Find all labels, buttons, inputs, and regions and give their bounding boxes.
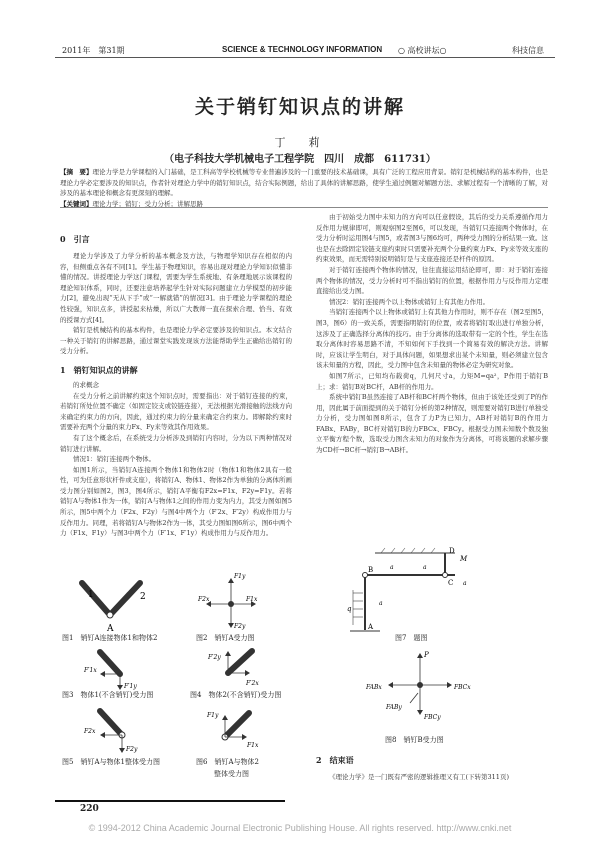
keywords-text: 理论力学；销钉；受力分析；讲解思路 — [92, 199, 203, 208]
figure4-bar — [228, 651, 252, 673]
figure2-diagram — [196, 570, 266, 635]
figure1-pin — [107, 612, 113, 618]
figure1-label-2: 2 — [140, 592, 146, 602]
figure7-pin-c — [443, 573, 448, 578]
figure3-label-f1x: F′1x — [84, 667, 97, 674]
right-column-top — [316, 212, 548, 456]
abstract-text: 理论力学是力学课程的入门基础，是工科高等学校机械等专业普遍涉及的一门重要的技术基础课，具有广泛的工程应用背景。销钉是机械结构的基本构件，也是理论力学必定要涉及的知识点，作者针对理论力学中的销钉知识点，结合实际例题，给出了具体的讲解思路，使学生通过例题对解题方法、求解过程有一个清晰的了解，对涉及的基本理论和概念有更深刻的理解。 — [60, 168, 549, 197]
page-number: 220 — [80, 804, 99, 814]
figure8-diagram — [360, 645, 480, 730]
figure8-label-fbcx: FBCx — [454, 684, 471, 691]
left-column-top — [60, 234, 292, 539]
abstract-label: 【摘 要】 — [60, 168, 93, 176]
figure7-caption: 图7 题图 — [395, 634, 428, 642]
figure5-arrowhead-x — [100, 732, 105, 738]
right-paragraph-2: 对于销钉连接两个物体的情况，往往直接运用结论即可，即：对于销钉连接两个物体的情况，受力分析时可不指出销钉的位置，根据作用力与反作用力定理直接给出受力图。 — [316, 265, 548, 296]
figure4-diagram — [200, 645, 275, 690]
figure7-dim-a3: a — [463, 580, 467, 587]
abstract-block — [60, 167, 548, 209]
figure7-dim-a2: a — [423, 564, 427, 571]
figure1-left-bar — [82, 583, 110, 615]
figure5-caption: 图5 销钉A与物体1整体受力图 — [62, 758, 160, 766]
figure1-diagram — [70, 575, 160, 635]
case1-label: 情况1：销钉连接两个物体。 — [73, 455, 156, 464]
figure7-dim-a1: a — [390, 564, 394, 571]
conclusion-block — [316, 755, 548, 783]
figure4-label-f2x: F′2x — [246, 680, 259, 687]
figure1-label-a: A — [107, 624, 114, 634]
abstract-rule — [60, 207, 548, 208]
figure4-arrowhead-y — [225, 651, 231, 656]
figure2-label-f1x: F1x — [246, 596, 258, 603]
figure7-label-b: B — [368, 566, 374, 574]
figure8-arrow-faby — [410, 693, 418, 703]
figure5-label-f2y: F2y — [126, 746, 138, 753]
figure7-distributed-load — [353, 590, 363, 625]
figure2-pin — [228, 601, 234, 607]
article-affiliation: （电子科技大学机械电子工程学院 四川 成都 611731） — [164, 154, 436, 165]
figure7-wall-hatch — [381, 548, 435, 553]
figure4-caption: 图4 物体2(不含销钉)受力图 — [190, 691, 282, 699]
figure4-arrowhead-x — [245, 670, 250, 676]
section1-sub: 的求概念 — [73, 380, 99, 389]
figure5-bar — [100, 711, 122, 735]
column-label: ○ 高校讲坛○ — [398, 46, 447, 55]
figure1-caption: 图1 销钉A连接物体1和物体2 — [62, 634, 158, 642]
figure3-bar — [100, 652, 120, 674]
figure8-arrowhead-fbcx — [447, 682, 452, 688]
figure8-arrowhead-fbcy — [417, 710, 423, 715]
header-rule — [55, 57, 555, 58]
figure8-label-fabx: FABx — [366, 684, 382, 691]
figure4-label-f2y: F′2y — [208, 654, 221, 661]
figure6-caption: 图6 销钉A与物体2 — [196, 758, 259, 766]
right-paragraph-5: 系统中销钉B虽然连接了AB杆和BC杆两个物体，但由于该处还受到了P的作用，因此属于前面提到的关于销钉分析的第2种情况，则需要对销钉B进行单独受力分析，受力图如图8所示，包含了力P为已知力，AB杆对销钉B的作用力FABx、FABy，BC杆对销钉B的力FBCx、FBCy。根据受力图未知数个数及独立平衡方程个数，选取受力图含未知力的对象作为分离体，可将该题的求解步骤为CD杆→BC杆→销钉B→AB杆。 — [316, 393, 548, 455]
figure1-label-1: 1 — [88, 590, 94, 600]
right-paragraph-3: 当销钉连接两个以上物体或销钉上有其他力作用时，则不存在（图2至图5，图3，图6）的一致关系，需要指明销钉的位置，或者将销钉取出进行单独分析，这涉及了正确选择分离体的技巧。由于分离体的选取带有一定的个性，学生在选取分离体时容易思路不清，不知如何下手找到一个简易有效的解决方法。讲解时，应该让学生明白，对于具体问题，如果想求出某个未知量，则必须建立包含该未知量的方程，因此，受力图中包含未知量的物体必定为研究对象。 — [316, 308, 548, 370]
figure8-arrowhead-fabx — [388, 682, 393, 688]
figure2-caption: 图2 销钉A受力图 — [196, 634, 255, 642]
figure1-right-bar — [110, 583, 140, 615]
figure2-label-f2x: F2x — [198, 596, 210, 603]
figure7-label-d: D — [449, 547, 455, 555]
figure6-arrowhead-y — [222, 715, 228, 720]
figure8-arrowhead-p — [417, 653, 423, 658]
figure7-label-a: A — [368, 623, 374, 631]
figure8-pin-b — [417, 682, 423, 688]
figure6-label-f1y: F1y — [207, 712, 219, 719]
figure3-caption: 图3 物体1(不含销钉)受力图 — [62, 691, 154, 699]
figure3-arrowhead-x — [100, 671, 105, 677]
figure6-bar — [225, 713, 249, 737]
figure6-label-f1x: F1x — [247, 742, 259, 749]
figure3-label-f1y: F′1y — [124, 683, 137, 690]
figure7-dim-a4: a — [379, 600, 383, 607]
figure7-label-q: q — [347, 605, 352, 613]
article-author: 丁 莉 — [274, 136, 326, 149]
figure8-label-faby: FABy — [386, 704, 402, 711]
issue-label: 2011年 第31期 — [62, 46, 125, 55]
article-title: 关于销钉知识点的讲解 — [194, 96, 405, 118]
figure8-label-p: P — [424, 651, 429, 659]
section-label: 科技信息 — [512, 46, 544, 55]
section2-heading: 2 结束语 — [316, 755, 354, 765]
footer-rule — [55, 800, 285, 802]
keywords-label: 【关键词】 — [60, 199, 93, 208]
right-paragraph-1: 由于初始受力图中未知力的方向可以任意假设，其后的受力关系遵循作用力反作用力规律即可，则观察图2至图6，可以发现，当销钉只连接两个物体时，在受力分析时运用图4与图5，或者图3与图6均可，两种受力图的分析结果一致。这也是在去除固定铰链支座约束时只需要补充两个分量约束力Fx、Fy来等效支座的约束效果，而无需特别说明销钉是与支座连接还是杆件的原因。 — [316, 213, 548, 264]
figure7-label-c: C — [448, 579, 454, 587]
figure6-arrowhead-x — [242, 734, 247, 740]
figure7-diagram — [345, 545, 485, 635]
intro-paragraph-1: 理论力学涉及了力学分析的基本概念及方法，与物理学知识存在相似的内容，但侧重点各有不同[1]。学生基于物理知识，容易出现对理论力学知识似懂非懂的情况。讲授理论力学这门课程，需要为学生系统地、有条理地展示该课程的理论知识体系，同时，还要注意培养起学生针对实际问题建立力学模型的初步能力[2]，避免出现“无从下手”或“一解就错”的情况[3]。由于理论力学课程的理论性较强，知识点多，讲授起来枯燥，所以广大教师一直在探索合理、恰当、有效的授课方式[4]。 — [60, 252, 292, 324]
figure5-arrowhead-y — [119, 748, 125, 753]
figure5-label-f2x: F2x — [84, 728, 96, 735]
figure2-label-f1y: F1y — [234, 573, 246, 580]
section1-paragraph-1: 在受力分析之前讲解约束这个知识点时，需要指出：对于销钉连接的约束，若销钉所处位置不确定（如固定铰支或铰链连接），无法根据光滑接触的法线方向来确定约束力的方向，因此，通过约束力的分量来确定合约束力。即解除约束时需要补充两个分量的束力Fx、Fy来等效其作用效果。 — [60, 391, 292, 432]
figure7-pin-b — [363, 573, 368, 578]
right-paragraph-4: 如图7所示，已知均布载荷q，几何尺寸a，力矩M=qa²，P作用于销钉B上；求：销钉B对BC杆，AB杆的作用力。 — [316, 371, 548, 391]
journal-name: SCIENCE & TECHNOLOGY INFORMATION — [222, 45, 383, 54]
copyright-notice: © 1994-2012 China Academic Journal Electronic Publishing House. All rights reserved. http://www.cnki.net — [88, 823, 512, 833]
figure8-caption: 图8 销钉B受力图 — [385, 736, 444, 744]
section1-paragraph-3: 如图1所示，当销钉A连接两个物体1和物体2时（物体1和物体2具有一般性，可为任意形状杆件或支座），将销钉A、物体1、物体2作为单独的分离体所画受力图分别如图2，图3，图4所示，销钉A平衡有F2x=F1x、F2y=F1y。若将销钉A与物体1作为一体，销钉A与物体1之间的作用力变为内力，其受力图如图5所示，图5中两个力（F2x、F2y）与图4中两个力（F′2x、F′2y）构成作用力与反作用力。同理，若将销钉A与物体2作为一体，其受力图如图6所示，图6中两个力（F1x、F1y）与图3中两个力（F′1x、F′1y）构成作用力与反作用力。 — [60, 465, 292, 538]
figure8-label-fbcy: FBCy — [424, 714, 441, 721]
figure3-diagram — [80, 648, 150, 690]
section1-heading: 1 销钉知识点的讲解 — [60, 364, 138, 375]
figure2-label-f2y: F2y — [234, 623, 246, 630]
intro-paragraph-2: 销钉是机械结构的基本构件，也是理论力学必定要涉及的知识点。本文结合一种关于销钉的讲解思路，通过课堂实践发现该方法能帮助学生正确给出销钉的受力分析。 — [60, 326, 292, 356]
figure6-caption-line2: 整体受力图 — [214, 770, 249, 778]
intro-heading: 0 引言 — [60, 234, 90, 244]
section1-paragraph-2: 有了这个概念后，在系统受力分析涉及到销钉内容时，分为以下两种情况对销钉进行讲解。 — [60, 433, 292, 453]
figure5-diagram — [80, 705, 150, 753]
case2-label: 情况2：销钉连接两个以上物体或销钉上有其他力作用。 — [329, 297, 490, 306]
section2-paragraph: 《理论力学》是一门既有严密的逻辑推理又有工(下转第311页) — [329, 773, 509, 781]
figure6-diagram — [205, 705, 275, 753]
figure7-label-m: M — [460, 555, 468, 563]
